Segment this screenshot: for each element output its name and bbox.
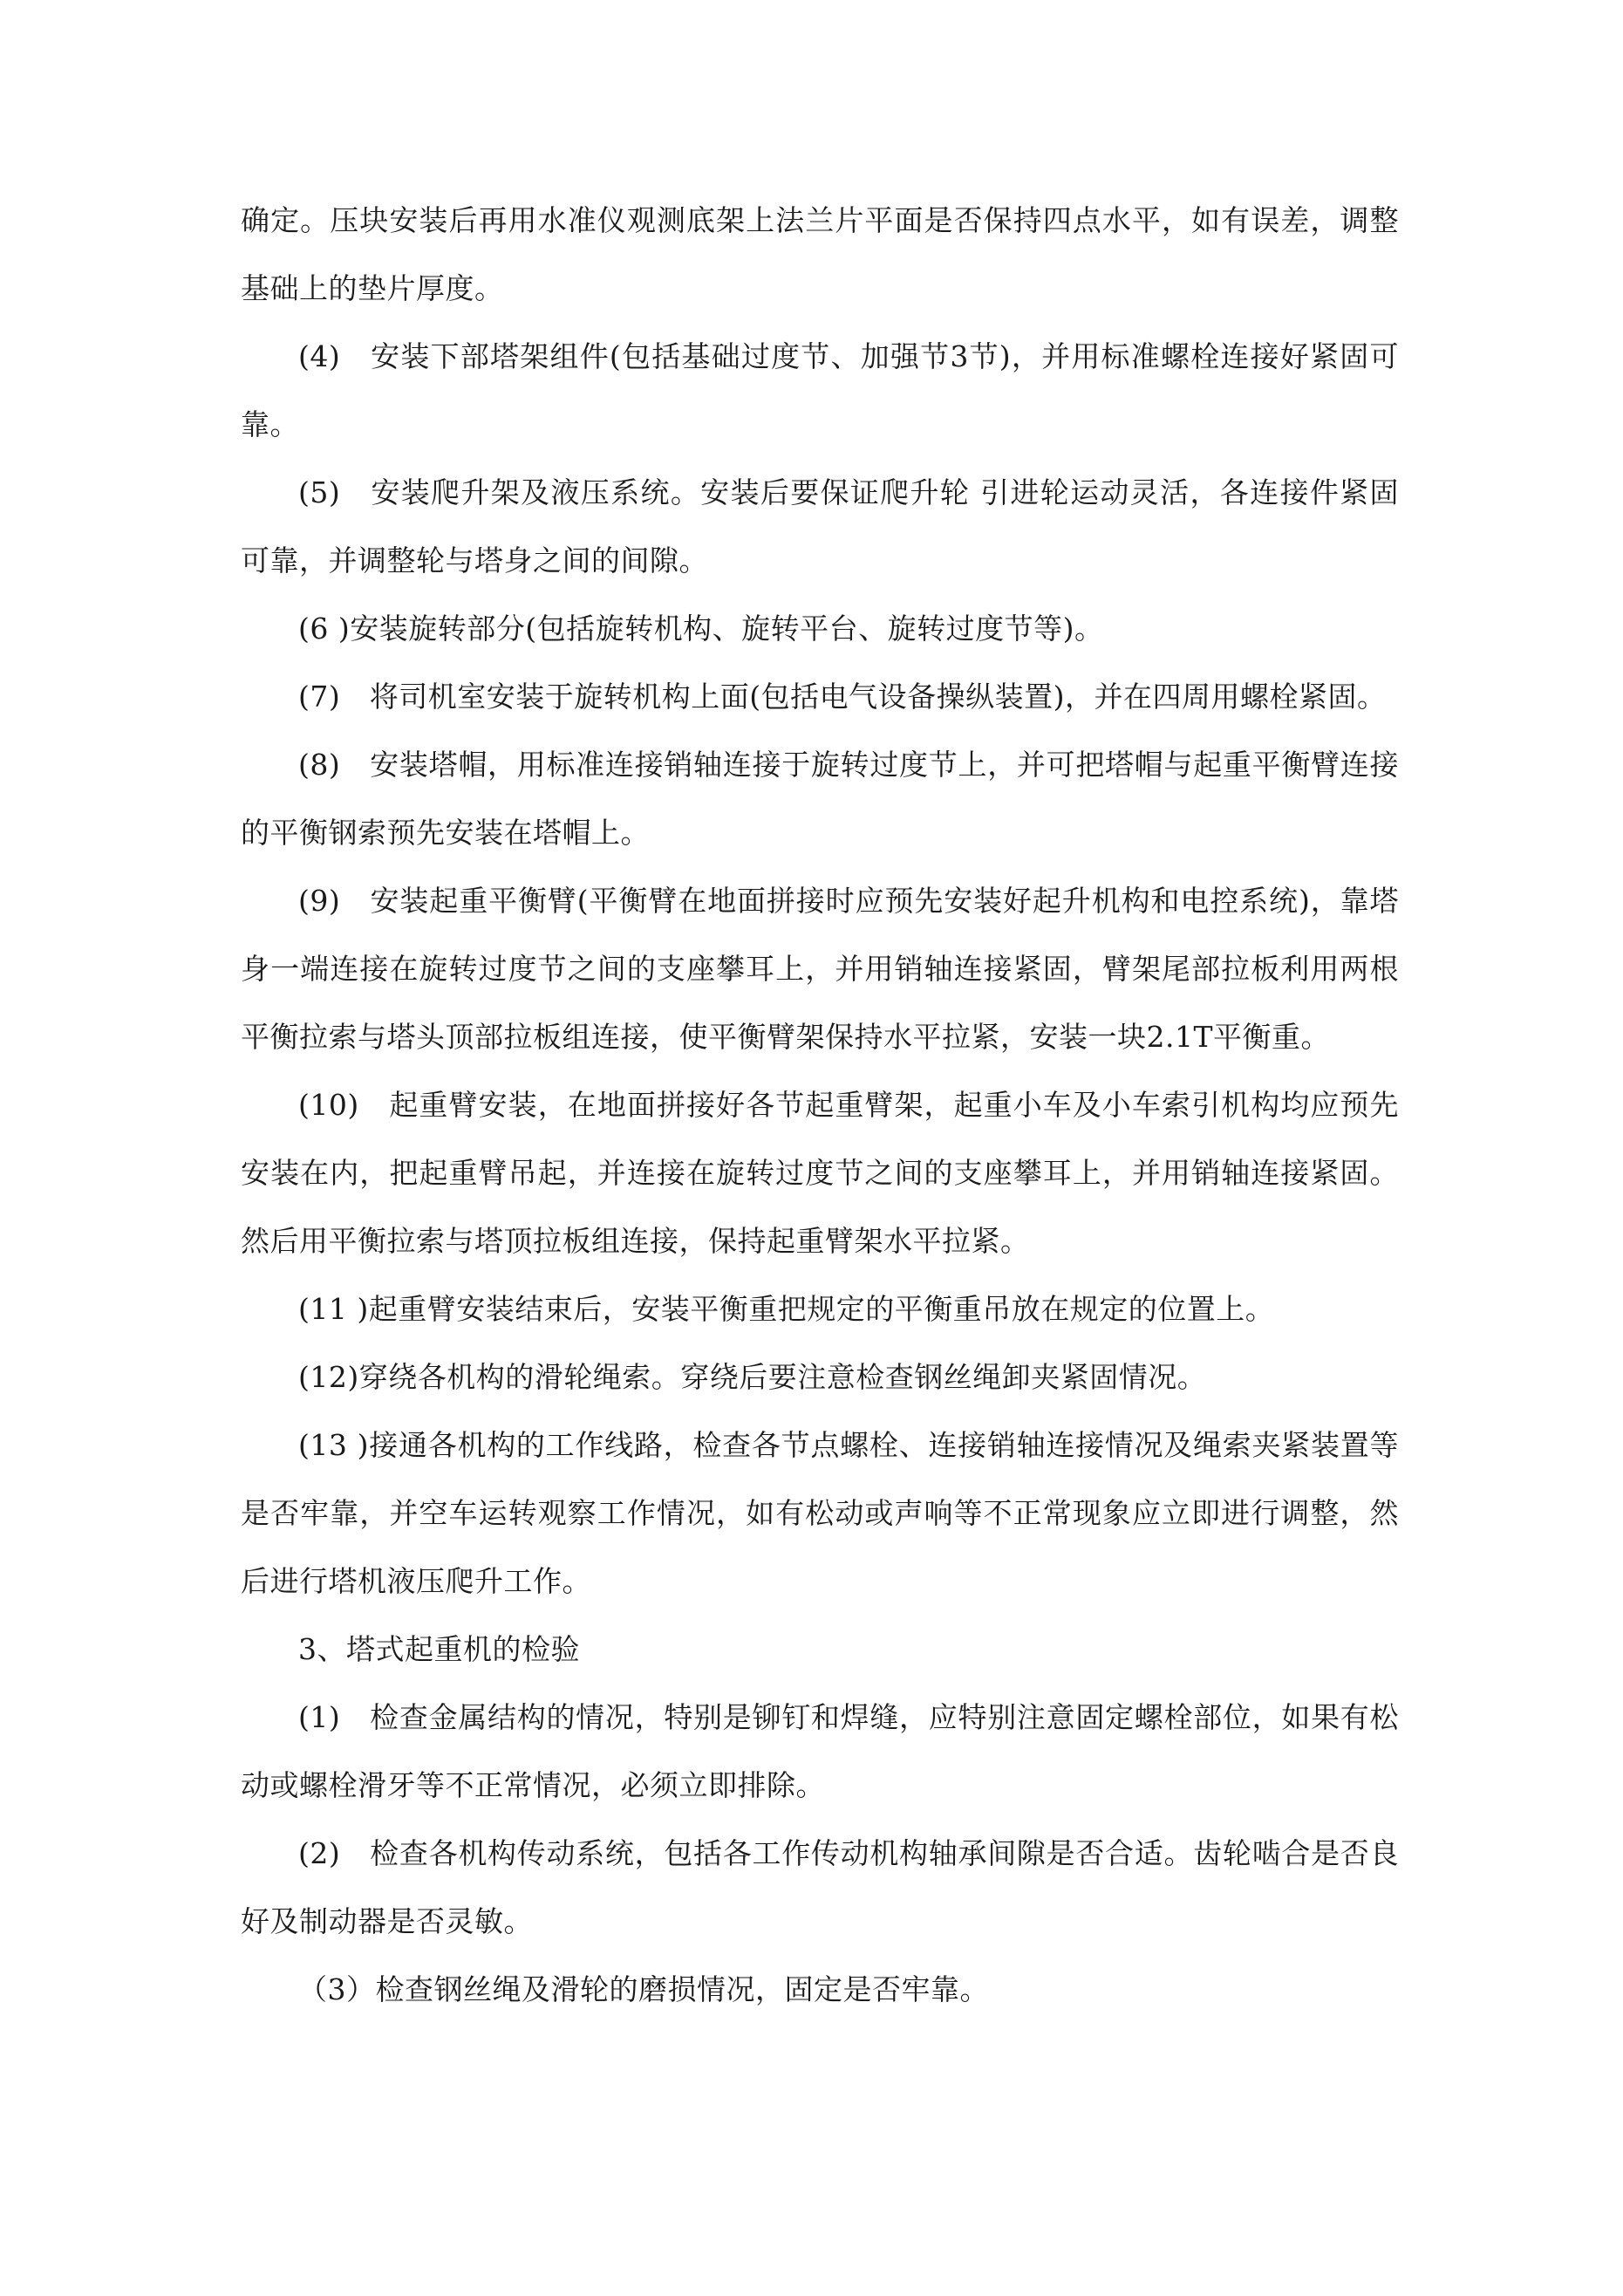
paragraph-step-4: (4) 安装下部塔架组件(包括基础过度节、加强节3节)，并用标准螺栓连接好紧固可靠。 <box>241 339 1399 441</box>
paragraph-check-3: （3）检查钢丝绳及滑轮的磨损情况，固定是否牢靠。 <box>298 1972 989 2006</box>
paragraph-step-7: (7) 将司机室安装于旋转机构上面(包括电气设备操纵装置)，并在四周用螺栓紧固。 <box>298 680 1387 714</box>
paragraph-step-5: (5) 安装爬升架及液压系统。安装后要保证爬升轮 引进轮运动灵活，各连接件紧固可靠，并调整轮与塔身之间的间隙。 <box>241 475 1399 577</box>
paragraph-step-8: (8) 安装塔帽，用标准连接销轴连接于旋转过度节上，并可把塔帽与起重平衡臂连接的平衡钢索预先安装在塔帽上。 <box>241 748 1399 850</box>
paragraph-step-9: (9) 安装起重平衡臂(平衡臂在地面拼接时应预先安装好起升机构和电控系统)，靠塔身一端连接在旋转过度节之间的支座攀耳上，并用销轴连接紧固，臂架尾部拉板利用两根平衡拉索与塔头顶部拉板组连接，使平衡臂架保持水平拉紧，安装一块2.1T平衡重。 <box>241 884 1399 1054</box>
paragraph-continuation: 确定。压块安装后再用水准仪观测底架上法兰片平面是否保持四点水平，如有误差，调整基础上的垫片厚度。 <box>241 203 1399 305</box>
paragraph-step-10: (10) 起重臂安装，在地面拼接好各节起重臂架，起重小车及小车索引机构均应预先安装在内，把起重臂吊起，并连接在旋转过度节之间的支座攀耳上，并用销轴连接紧固。然后用平衡拉索与塔顶拉板组连接，保持起重臂架水平拉紧。 <box>241 1088 1399 1258</box>
document-body <box>241 187 1399 2024</box>
paragraph-check-2: (2) 检查各机构传动系统，包括各工作传动机构轴承间隙是否合适。齿轮啮合是否良好及制动器是否灵敏。 <box>241 1836 1399 1938</box>
paragraph-step-12: (12)穿绕各机构的滑轮绳索。穿绕后要注意检查钢丝绳卸夹紧固情况。 <box>298 1360 1207 1394</box>
section-heading-inspection: 3、塔式起重机的检验 <box>298 1632 580 1666</box>
paragraph-step-13: (13 )接通各机构的工作线路，检查各节点螺栓、连接销轴连接情况及绳索夹紧装置等是否牢靠，并空车运转观察工作情况，如有松动或声响等不正常现象应立即进行调整，然后进行塔机液压爬升工作。 <box>241 1428 1399 1598</box>
paragraph-check-1: (1) 检查金属结构的情况，特别是铆钉和焊缝，应特别注意固定螺栓部位，如果有松动或螺栓滑牙等不正常情况，必须立即排除。 <box>241 1700 1399 1802</box>
paragraph-step-6: (6 )安装旋转部分(包括旋转机构、旋转平台、旋转过度节等)。 <box>298 612 1104 646</box>
paragraph-step-11: (11 )起重臂安装结束后，安装平衡重把规定的平衡重吊放在规定的位置上。 <box>298 1292 1275 1326</box>
